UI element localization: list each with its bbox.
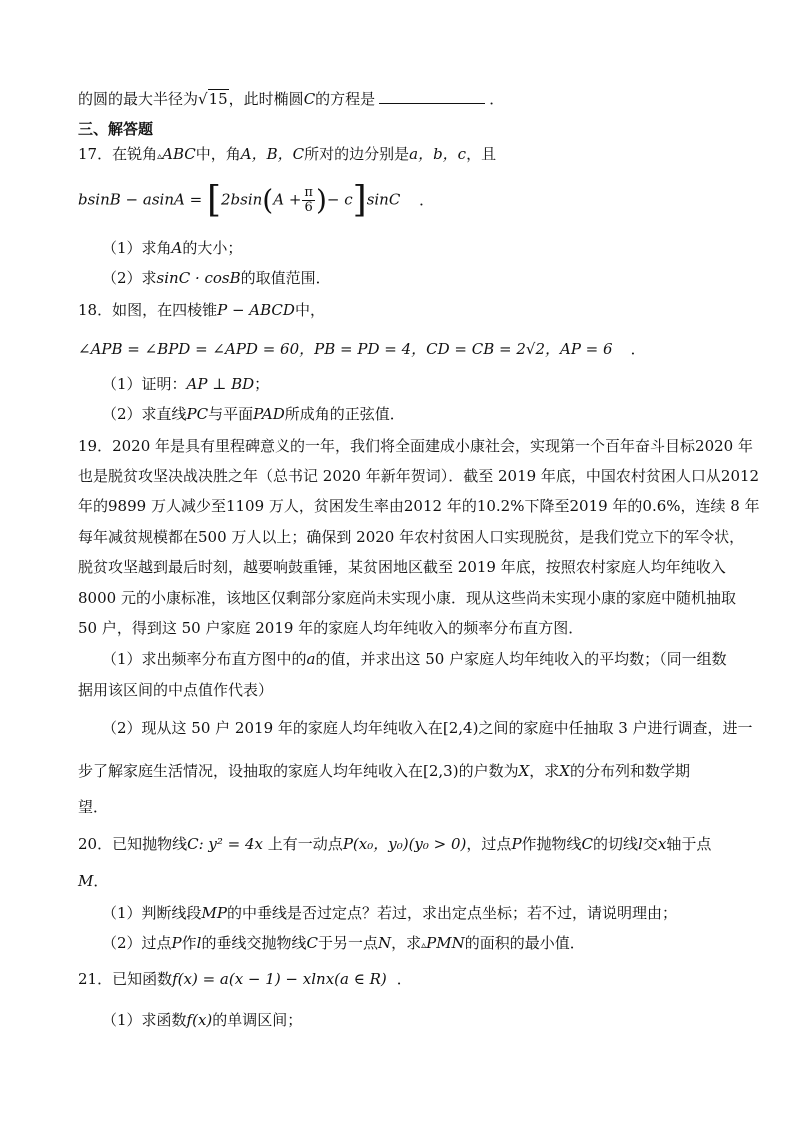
text-fragment: 18．如图，在四棱锥 [78,301,218,319]
text-fragment: A + [273,190,302,209]
text-fragment: M [78,872,94,890]
text-fragment: [2,4) [442,719,479,737]
math-symbol: [ [206,179,221,221]
q17-equation [78,179,724,221]
q19-line: 也是脱贫攻坚决战决胜之年（总书记 2020 年新年贺词）．截至 2019 年底，中国农村贫困人口从2012 [78,467,760,485]
text-fragment: （1）证明： [102,375,187,393]
text-fragment: P(x₀，y₀)(y₀ > 0) [342,835,467,853]
text-fragment: PC [186,405,209,423]
text-fragment: l [638,835,643,853]
text-fragment: PAD [253,405,285,423]
text-fragment: 交 [642,835,658,853]
q19-part1-cont: 据用该区间的中点值作代表） [78,681,274,699]
text-fragment: ； [254,375,270,393]
math-symbol: ) [315,183,327,217]
text-fragment: A，B，C [240,145,305,163]
text-fragment: 2bsin [220,190,263,209]
text-fragment: ． [419,190,435,209]
text-fragment: 的垂线交抛物线 [201,934,307,952]
text-fragment: 之间的家庭中任抽取 3 户进行调查，进一 [478,719,753,737]
q19-part1 [102,648,727,670]
text-fragment: MP [201,904,227,922]
q18-part1 [102,373,724,395]
text-fragment: f(x) = a(x − 1) − xlnx(a ∈ R) [172,970,387,988]
text-fragment: ，且 [466,145,497,163]
text-fragment: [2,3) [423,762,459,780]
continued-question-line [78,88,724,110]
q17-stem [78,143,724,168]
text-fragment: a [306,650,316,668]
q21-stem [78,968,724,990]
q20-stem [78,833,724,855]
text-fragment: 作 [181,934,197,952]
text-fragment: 的面积的最小值． [464,934,585,952]
text-fragment: 的切线 [593,835,639,853]
text-fragment: sinC [366,190,401,209]
section-title: 三、解答题 [78,120,154,138]
text-fragment: （2）求直线 [102,405,187,423]
text-fragment: a，b，c [409,145,467,163]
text-fragment: 所对的边分别是 [304,145,410,163]
text-fragment: AP ⊥ BD [186,375,255,393]
text-fragment: 17．在锐角 [78,145,158,163]
sqrt-value: 15 [208,90,228,108]
text: ，此时椭圆 [228,90,304,108]
q20-stem-cont [78,870,724,892]
text-fragment: 中， [294,301,325,319]
text-fragment: y² = 4x [208,835,264,853]
q18-part2 [102,403,724,425]
q19-part2-end: 望． [78,798,109,816]
q19-line: 脱贫攻坚越到最后时刻，越要响鼓重锤，某贫困地区截至 2019 年底，按照农村家庭人均年纯收入 [78,558,726,576]
text-fragment: f(x) [186,1011,213,1029]
text-fragment: （1）求出频率分布直方图中的 [102,650,307,668]
text-fragment: （1）求角 [102,239,172,257]
q20-part2 [102,932,724,957]
q19-line: 50 户，得到这 50 户家庭 2019 年的家庭人均年纯收入的频率分布直方图． [78,619,584,637]
text-fragment: （1）判断线段 [102,904,202,922]
q19-line: 19．2020 年是具有里程碑意义的一年，我们将全面建成小康社会，实现第一个百年奋斗目标2020 年 [78,437,753,455]
math-symbol: ] [352,179,367,221]
text-fragment: （2）求 [102,269,157,287]
text-fragment: ABC [162,145,196,163]
math-symbol: ▵ [157,151,163,162]
text-fragment: ，求 [529,762,560,780]
q17-part2 [102,267,724,289]
text-fragment: X [559,762,570,780]
text-fragment: 的取值范围． [240,269,331,287]
text-fragment: ． [93,872,109,890]
text-fragment: C: [187,835,204,853]
text-fragment: ． [396,970,412,988]
text-fragment: 与平面 [208,405,254,423]
text-fragment: PMN [426,934,465,952]
text-fragment: − c [326,190,353,209]
text-fragment: bsinB − asinA = [78,190,203,209]
q19-part2 [102,717,753,739]
q18-conditions [78,338,724,360]
q19-line: 每年减贫规模都在500 万人以上；确保到 2020 年农村贫困人口实现脱贫，是我们党立下的军令状， [78,528,745,546]
text-fragment: 作抛物线 [521,835,582,853]
text-fragment: 轴于点 [666,835,712,853]
text-fragment: 的分布列和数学期 [569,762,690,780]
text-fragment: （2）过点 [102,934,172,952]
text: 的方程是 [315,90,376,108]
text-fragment: X [518,762,530,780]
text-fragment: P [511,835,522,853]
text-fragment: 所成角的正弦值． [284,405,405,423]
sqrt-symbol: √ [198,90,208,108]
text: 的圆的最大半径为 [78,90,199,108]
q19-line: 8000 元的小康标准，该地区仅剩部分家庭尚未实现小康．现从这些尚未实现小康的家庭中随机抽取 [78,589,736,607]
text-fragment: 20．已知抛物线 [78,835,188,853]
text-fragment: 的中垂线是否过定点？若过，求出定点坐标；若不过，请说明理由； [227,904,678,922]
text-fragment: x [657,835,667,853]
text-fragment: N [377,934,392,952]
text-fragment: 中，角 [195,145,241,163]
text-fragment: ，过点 [466,835,512,853]
text-fragment: A [171,239,183,257]
text-fragment: 上有一动点 [267,835,343,853]
text-fragment: C [306,934,318,952]
text-fragment: P [171,934,182,952]
q21-part1 [102,1009,724,1031]
text-fragment: l [196,934,202,952]
answer-blank[interactable] [379,89,485,104]
math-symbol: ▵ [421,940,427,951]
text-fragment: ，求 [391,934,422,952]
text-fragment: （2）现从这 50 户 2019 年的家庭人均年纯收入在 [102,719,443,737]
text-fragment: 于另一点 [317,934,378,952]
text-fragment: 21．已知函数 [78,970,173,988]
q20-part1 [102,902,724,924]
text-fragment: 的值，并求出这 50 户家庭人均年纯收入的平均数；（同一组数 [315,650,727,668]
text-fragment: 6 [304,200,313,215]
text-fragment: 的户数为 [458,762,519,780]
q19-part2-cont [78,760,724,782]
q19-line: 年的9899 万人减少至1109 万人，贫困发生率由2012 年的10.2%下降至2019 年的0.6%，连续 8 年 [78,497,760,515]
text-fragment: ∠APB = ∠BPD = ∠APD = 60，PB = PD = 4，CD = CB = 2√2，AP = 6 [78,340,613,358]
text-fragment: C [581,835,594,853]
math-symbol [302,186,315,215]
text-fragment: 的大小； [182,239,243,257]
text-fragment: 的单调区间； [212,1011,303,1029]
math-symbol: ( [262,183,274,217]
text-fragment: ． [630,340,646,358]
text-fragment: P − ABCD [217,301,295,319]
text-fragment: sinC · cosB [156,269,241,287]
q17-part1 [102,237,724,259]
var: C [303,90,316,108]
q18-stem [78,299,724,321]
text-fragment: π [304,185,313,200]
text-fragment: （1）求函数 [102,1011,187,1029]
text-fragment: 步了解家庭生活情况，设抽取的家庭人均年纯收入在 [78,762,424,780]
text: ． [489,90,505,108]
